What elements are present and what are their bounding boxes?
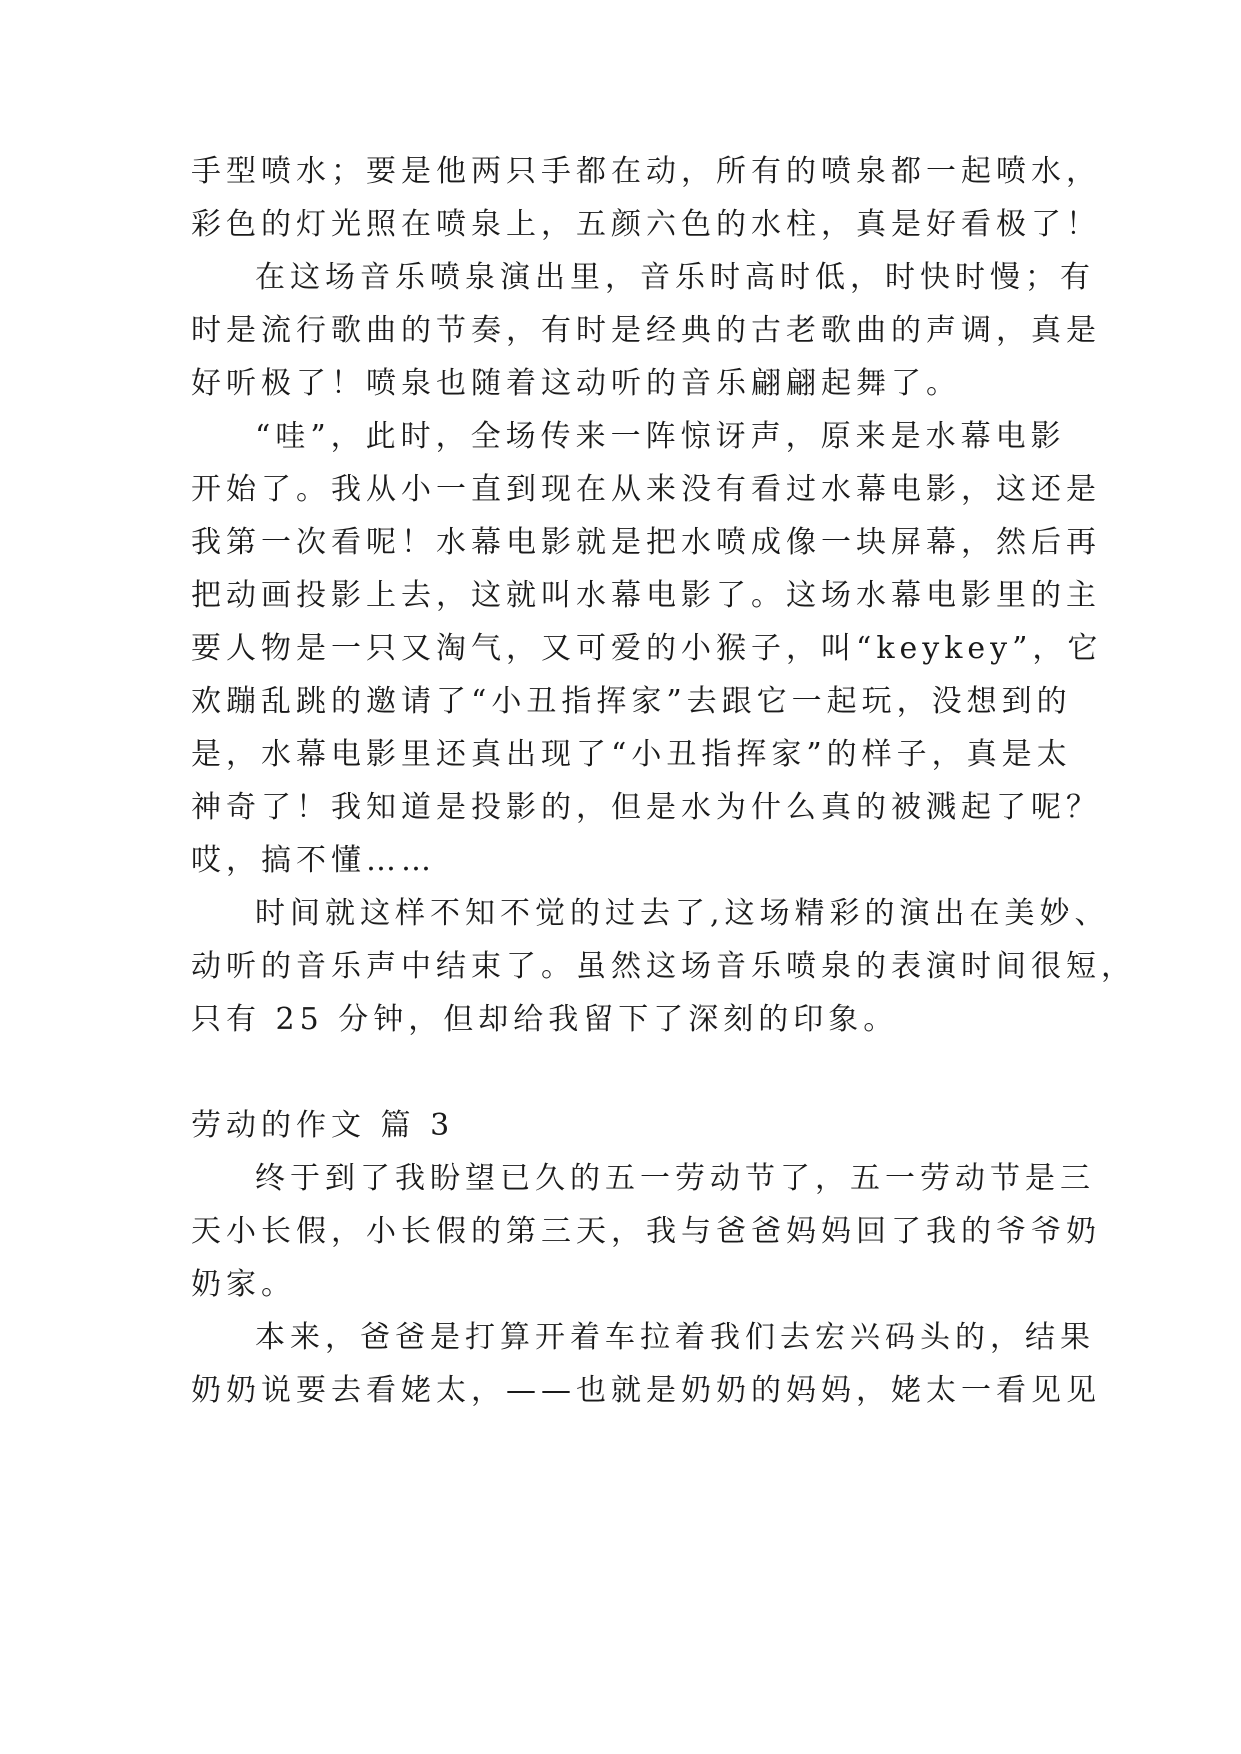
- paragraph-line: 奶家。: [191, 1267, 296, 1302]
- paragraph-line: 我第一次看呢！水幕电影就是把水喷成像一块屏幕，然后再: [191, 525, 1101, 560]
- paragraph-line: 欢蹦乱跳的邀请了“小丑指挥家”去跟它一起玩，没想到的: [191, 684, 1072, 719]
- paragraph-line: 本来，爸爸是打算开着车拉着我们去宏兴码头的，结果: [255, 1320, 1095, 1355]
- paragraph-line: 天小长假，小长假的第三天，我与爸爸妈妈回了我的爷爷奶: [191, 1214, 1101, 1249]
- paragraph-line: 彩色的灯光照在喷泉上，五颜六色的水柱，真是好看极了！: [191, 207, 1101, 242]
- paragraph-line: 在这场音乐喷泉演出里，音乐时高时低，时快时慢；有: [255, 260, 1095, 295]
- paragraph-line: 只有 25 分钟，但却给我留下了深刻的印象。: [191, 1002, 899, 1037]
- paragraph-line: 终于到了我盼望已久的五一劳动节了，五一劳动节是三: [255, 1161, 1095, 1196]
- paragraph-line: 时间就这样不知不觉的过去了,这场精彩的演出在美妙、: [255, 896, 1110, 931]
- paragraph-line: 动听的音乐声中结束了。虽然这场音乐喷泉的表演时间很短，: [191, 949, 1136, 984]
- paragraph-line: “哇”，此时，全场传来一阵惊讶声，原来是水幕电影: [255, 419, 1066, 454]
- section-heading: 劳动的作文 篇 3: [191, 1108, 455, 1143]
- paragraph-line: 手型喷水；要是他两只手都在动，所有的喷泉都一起喷水，: [191, 154, 1101, 189]
- paragraph-line: 把动画投影上去，这就叫水幕电影了。这场水幕电影里的主: [191, 578, 1101, 613]
- paragraph-line: 要人物是一只又淘气，又可爱的小猴子，叫“keykey”，它: [191, 631, 1103, 666]
- paragraph-line: 哎，搞不懂……: [191, 843, 436, 878]
- paragraph-line: 开始了。我从小一直到现在从来没有看过水幕电影，这还是: [191, 472, 1101, 507]
- paragraph-line: 时是流行歌曲的节奏，有时是经典的古老歌曲的声调，真是: [191, 313, 1101, 348]
- paragraph-line: 是，水幕电影里还真出现了“小丑指挥家”的样子，真是太: [191, 737, 1072, 772]
- paragraph-line: 奶奶说要去看姥太，——也就是奶奶的妈妈，姥太一看见见: [191, 1373, 1101, 1408]
- paragraph-line: 神奇了！我知道是投影的，但是水为什么真的被溅起了呢？: [191, 790, 1101, 825]
- paragraph-line: 好听极了！喷泉也随着这动听的音乐翩翩起舞了。: [191, 366, 961, 401]
